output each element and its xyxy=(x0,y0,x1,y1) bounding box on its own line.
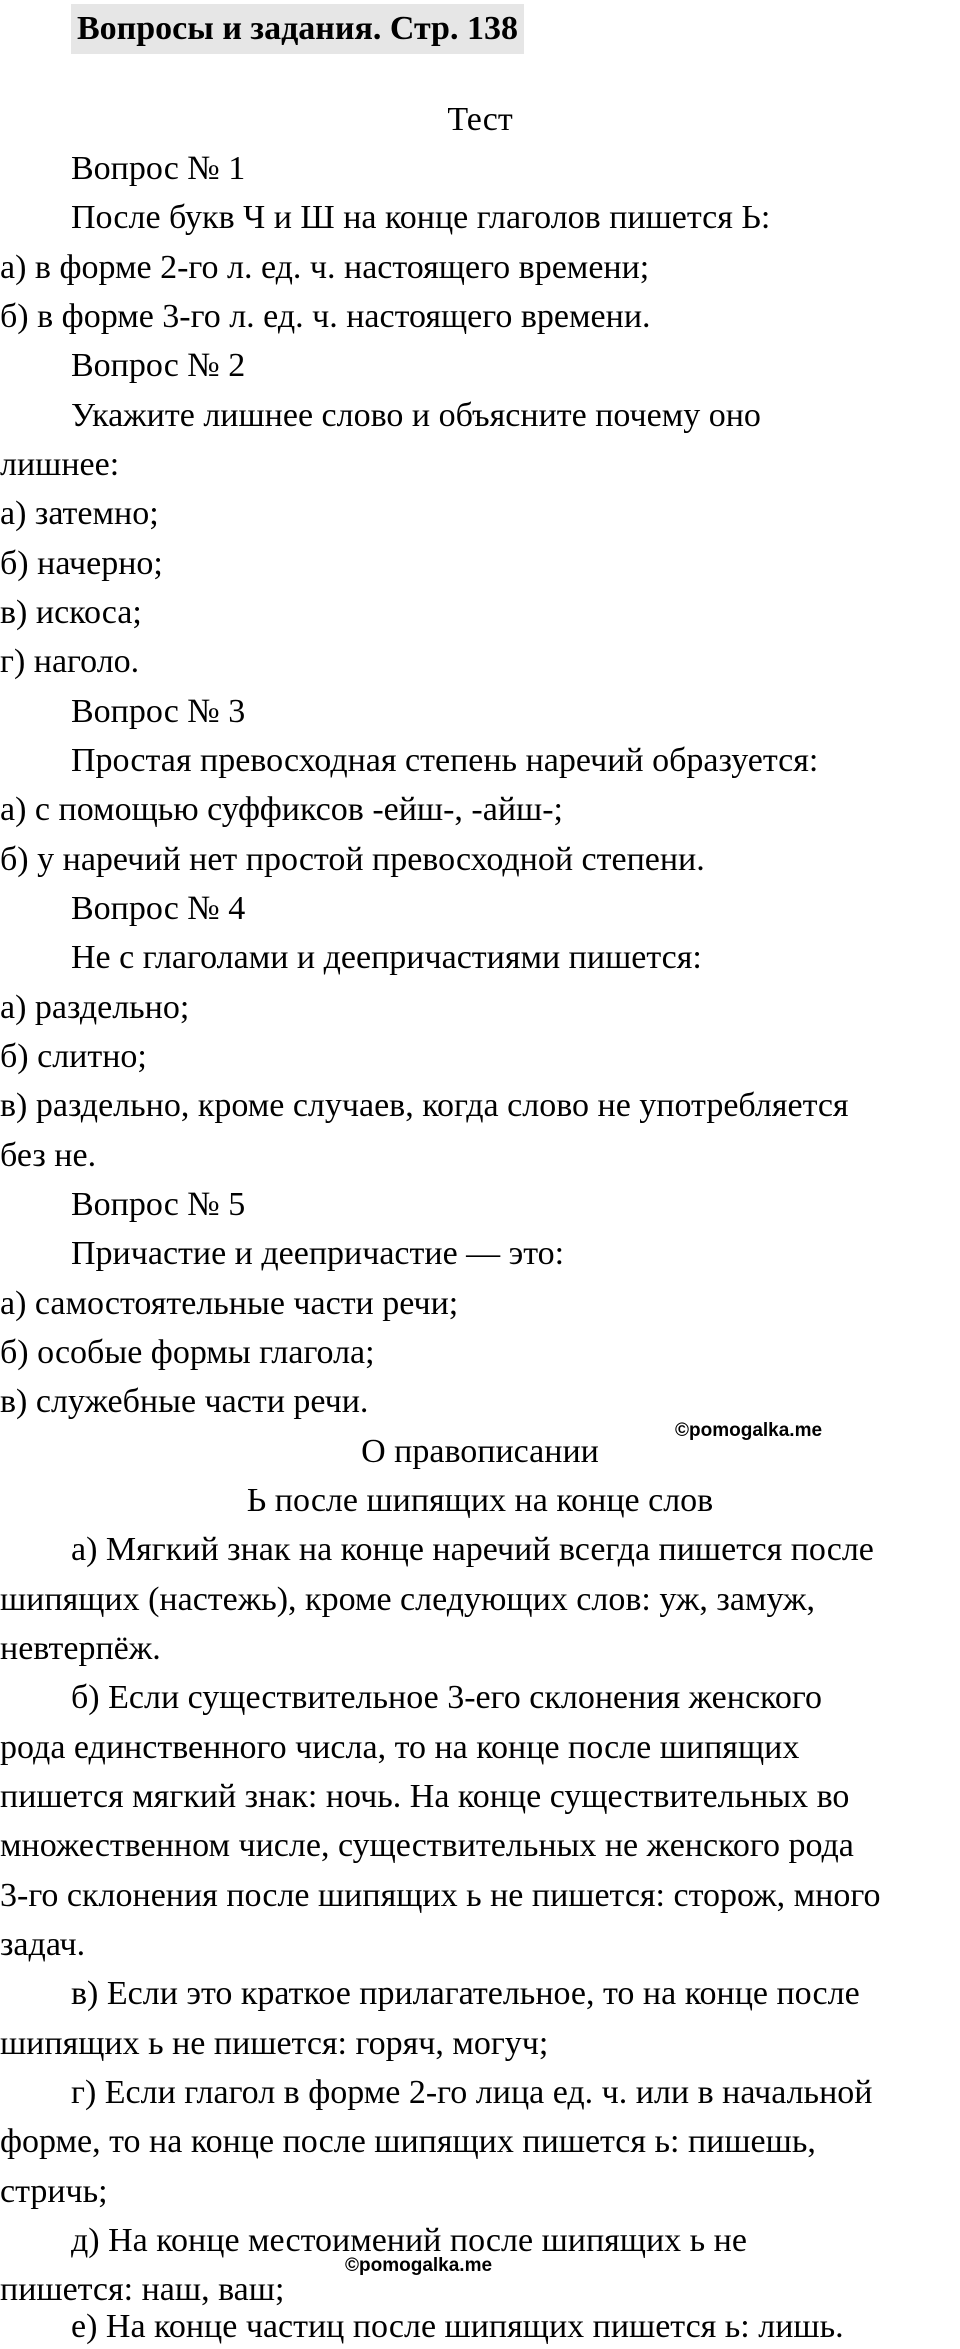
paragraph-a-line1: а) Мягкий знак на конце наречий всегда пишется после xyxy=(71,1531,874,1568)
paragraph-b-line5: 3-го склонения после шипящих ь не пишется: сторож, много xyxy=(0,1877,881,1914)
paragraph-a-line3: невтерпёж. xyxy=(0,1630,161,1667)
paragraph-b-line4: множественном числе, существительных не женского рода xyxy=(0,1827,854,1864)
paragraph-b-line2: рода единственного числа, то на конце после шипящих xyxy=(0,1729,800,1766)
paragraph-c-line1: в) Если это краткое прилагательное, то на конце после xyxy=(71,1975,860,2012)
question-3-prompt: Простая превосходная степень наречий образуется: xyxy=(71,742,819,779)
question-3-label: Вопрос № 3 xyxy=(71,693,246,730)
question-5-option-a: а) самостоятельные части речи; xyxy=(0,1285,459,1322)
question-5-label: Вопрос № 5 xyxy=(71,1186,246,1223)
paragraph-b-line1: б) Если существительное 3-его склонения женского xyxy=(71,1679,822,1716)
question-1-option-a: а) в форме 2-го л. ед. ч. настоящего времени; xyxy=(0,249,650,286)
question-3-option-b: б) у наречий нет простой превосходной степени. xyxy=(0,841,705,878)
paragraph-a-line2: шипящих (настежь), кроме следующих слов: уж, замуж, xyxy=(0,1581,815,1618)
question-2-option-c: в) искоса; xyxy=(0,594,142,631)
question-4-option-b: б) слитно; xyxy=(0,1038,147,1075)
question-4-option-a: а) раздельно; xyxy=(0,989,190,1026)
paragraph-f-line1: е) На конце частиц после шипящих пишется ь: лишь. xyxy=(71,2308,844,2345)
question-2-option-a: а) затемно; xyxy=(0,495,159,532)
page-header: Вопросы и задания. Стр. 138 xyxy=(71,4,524,54)
paragraph-e-line1: д) На конце местоимений после шипящих ь не xyxy=(71,2222,747,2259)
question-1-prompt: После букв Ч и Ш на конце глаголов пишется Ь: xyxy=(71,199,771,236)
watermark: ©pomogalka.me xyxy=(675,1420,823,1441)
question-5-option-c: в) служебные части речи. xyxy=(0,1383,369,1420)
paragraph-b-line6: задач. xyxy=(0,1926,86,1963)
test-title: Тест xyxy=(447,101,513,138)
question-2-label: Вопрос № 2 xyxy=(71,347,246,384)
section-title-line2: Ь после шипящих на конце слов xyxy=(246,1482,714,1519)
section-title-line1: О правописании xyxy=(361,1433,599,1470)
question-2-prompt-line2: лишнее: xyxy=(0,446,120,483)
paragraph-d-line1: г) Если глагол в форме 2-го лица ед. ч. или в начальной xyxy=(71,2074,873,2111)
question-5-option-b: б) особые формы глагола; xyxy=(0,1334,375,1371)
question-2-option-b: б) начерно; xyxy=(0,545,163,582)
paragraph-e-line2: пишется: наш, ваш; xyxy=(0,2271,285,2308)
paragraph-b-line3: пишется мягкий знак: ночь. На конце существительных во xyxy=(0,1778,850,1815)
question-4-label: Вопрос № 4 xyxy=(71,890,246,927)
question-2-prompt-line1: Укажите лишнее слово и объясните почему оно xyxy=(71,397,761,434)
question-4-option-c: в) раздельно, кроме случаев, когда слово не употребляется xyxy=(0,1087,849,1124)
paragraph-c-line2: шипящих ь не пишется: горяч, могуч; xyxy=(0,2025,549,2062)
question-1-label: Вопрос № 1 xyxy=(71,150,246,187)
paragraph-d-line2: форме, то на конце после шипящих пишется ь: пишешь, xyxy=(0,2123,816,2160)
paragraph-d-line3: стричь; xyxy=(0,2173,108,2210)
question-2-option-d: г) наголо. xyxy=(0,643,140,680)
question-4-prompt: Не с глаголами и деепричастиями пишется: xyxy=(71,939,702,976)
question-1-option-b: б) в форме 3-го л. ед. ч. настоящего времени. xyxy=(0,298,651,335)
question-5-prompt: Причастие и деепричастие — это: xyxy=(71,1235,565,1272)
question-3-option-a: а) с помощью суффиксов -ейш-, -айш-; xyxy=(0,791,563,828)
question-4-option-c-cont: без не. xyxy=(0,1137,97,1174)
watermark: ©pomogalka.me xyxy=(345,2255,493,2276)
